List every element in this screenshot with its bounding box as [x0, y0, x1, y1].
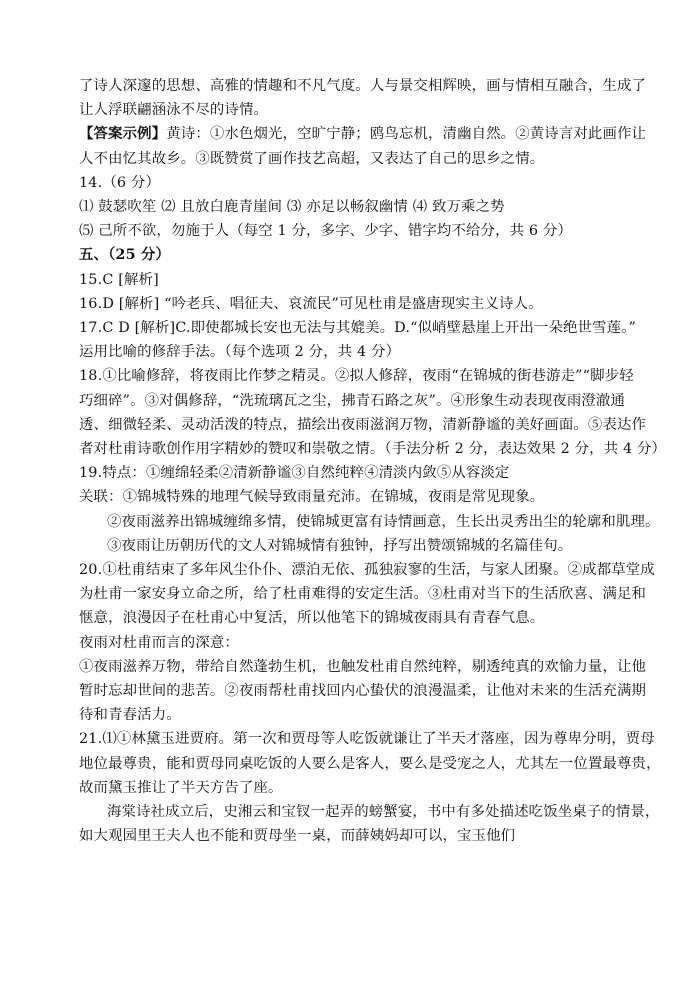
line-text: 如大观园里王夫人也不能和贾母坐一桌，而薛姨妈却可以，宝玉他们	[79, 828, 516, 845]
text-line	[79, 727, 655, 751]
text-line	[79, 340, 609, 364]
line-text: 待和青春活力。	[79, 707, 181, 724]
text-line	[79, 824, 609, 848]
text-line	[79, 219, 609, 243]
answer-example-label: 【答案示例】	[79, 125, 167, 143]
text-line	[79, 74, 647, 98]
line-text: 了诗人深邃的思想、高雅的情趣和不凡气度。人与景交相辉映，画与情相互融合，生成了	[79, 78, 647, 94]
answer-document	[79, 74, 667, 849]
text-line	[79, 752, 661, 776]
line-text: ⑴ 鼓瑟吹笙 ⑵ 且放白鹿青崖间 ⑶ 亦足以畅叙幽情 ⑷ 致万乘之势	[79, 199, 505, 216]
line-text: 17.C D [解析]C.即使都城长安也无法与其媲美。D.“似峭壁悬崖上开出一朵绝世雪莲。”	[79, 320, 637, 337]
text-line	[79, 292, 609, 316]
text-line	[79, 631, 609, 655]
text-line	[79, 389, 625, 413]
line-text: 19.特点：①缠绵轻柔②清新静谧③自然纯粹④清淡内敛⑤从容淡定	[79, 465, 510, 482]
line-text: ①夜雨滋养万物，带给自然蓬勃生机，也触发杜甫自然纯粹，剔透纯真的欢愉力量，让他	[79, 658, 647, 675]
line-text: 黄诗：①水色烟光，空旷宁静；鸥鸟忘机，清幽自然。②黄诗言对此画作让	[166, 126, 647, 143]
line-text: 海棠诗社成立后，史湘云和宝钗一起弄的螃蟹宴，书中有多处描述吃饭坐桌子的情景，	[107, 804, 660, 821]
text-line	[79, 243, 609, 267]
line-text: ②夜雨滋养出锦城缠绵多情，使锦城更富有诗情画意，生长出灵秀出尘的轮廓和肌理。	[107, 513, 660, 530]
line-text: 透、细微轻柔、灵动活泼的特点，描绘出夜雨滋润万物，清新静谧的美好画面。⑤表达作	[79, 416, 647, 433]
line-text: 故而黛玉推让了半天方告了座。	[79, 779, 283, 796]
line-text: 五、（25 分）	[79, 246, 170, 264]
line-text: 运用比喻的修辞手法。（每个选项 2 分，共 4 分）	[79, 344, 401, 361]
line-text: 18.①比喻修辞，将夜雨比作梦之精灵。②拟人修辞，夜雨“在锦城的街巷游走”“脚步轻	[79, 368, 634, 385]
text-line	[79, 510, 660, 534]
text-line	[79, 800, 660, 824]
text-line	[79, 679, 647, 703]
text-line	[79, 582, 647, 606]
text-line	[79, 195, 609, 219]
line-text: 让人浮联翩涵泳不尽的诗情。	[79, 102, 269, 119]
line-text: 惬意，浪漫因子在杜甫心中复活，所以他笔下的锦城夜雨具有青春气息。	[79, 610, 545, 627]
line-text: 人不由忆其故乡。③既赞赏了画作技艺高超，又表达了自己的思乡之情。	[79, 150, 545, 167]
text-line	[79, 98, 609, 122]
text-line	[79, 485, 609, 509]
text-line	[79, 268, 609, 292]
text-line	[79, 655, 647, 679]
line-text: 关联：①锦城特殊的地理气候导致雨量充沛。在锦城，夜雨是常见现象。	[79, 489, 545, 506]
line-text: 夜雨对杜甫而言的深意：	[79, 634, 239, 651]
text-line	[79, 147, 609, 171]
text-line	[79, 364, 634, 388]
text-line	[79, 122, 647, 146]
text-line	[79, 171, 609, 195]
line-text: 地位最尊贵，能和贾母同桌吃饭的人要么是客人，要么是受宠之人，尤其左一位置最尊贵，	[79, 755, 661, 772]
text-line	[79, 534, 609, 558]
line-text: 者对杜甫诗歌创作用字精妙的赞叹和崇敬之情。（手法分析 2 分，表达效果 2 分，共 4 分）	[79, 441, 667, 458]
line-text: 为杜甫一家安身立命之所，给了杜甫难得的安定生活。③杜甫对当下的生活欣喜、满足和	[79, 586, 647, 603]
text-line	[79, 776, 609, 800]
line-text: 暂时忘却世间的悲苦。②夜雨帮杜甫找回内心蛰伏的浪漫温柔，让他对未来的生活充满期	[79, 683, 647, 700]
text-line	[79, 558, 655, 582]
line-text: 14.（6 分）	[79, 174, 160, 191]
line-text: ⑸ 己所不欲，勿施于人（每空 1 分，多字、少字、错字均不给分，共 6 分）	[79, 223, 572, 240]
text-line	[79, 316, 637, 340]
line-text: 21.⑴①林黛玉进贾府。第一次和贾母等人吃饭就谦让了半天才落座，因为尊卑分明，贾母	[79, 731, 655, 748]
text-line	[79, 606, 609, 630]
line-text: 16.D [解析] “吟老兵、唱征夫、哀流民”可见杜甫是盛唐现实主义诗人。	[79, 295, 543, 312]
line-text: 20.①杜甫结束了多年风尘仆仆、漂泊无依、孤独寂寥的生活，与家人团聚。②成都草堂成	[79, 562, 655, 579]
text-line	[79, 413, 647, 437]
line-text: 15.C [解析]	[79, 271, 159, 288]
text-line	[79, 703, 609, 727]
text-line	[79, 437, 667, 461]
line-text: 巧细碎”。③对偶修辞，“洗琉璃瓦之尘，拂青石路之灰”。④形象生动表现夜雨澄澈通	[79, 392, 625, 409]
text-line	[79, 461, 609, 485]
line-text: ③夜雨让历朝历代的文人对锦城情有独钟，抒写出赞颂锦城的名篇佳句。	[107, 537, 573, 554]
